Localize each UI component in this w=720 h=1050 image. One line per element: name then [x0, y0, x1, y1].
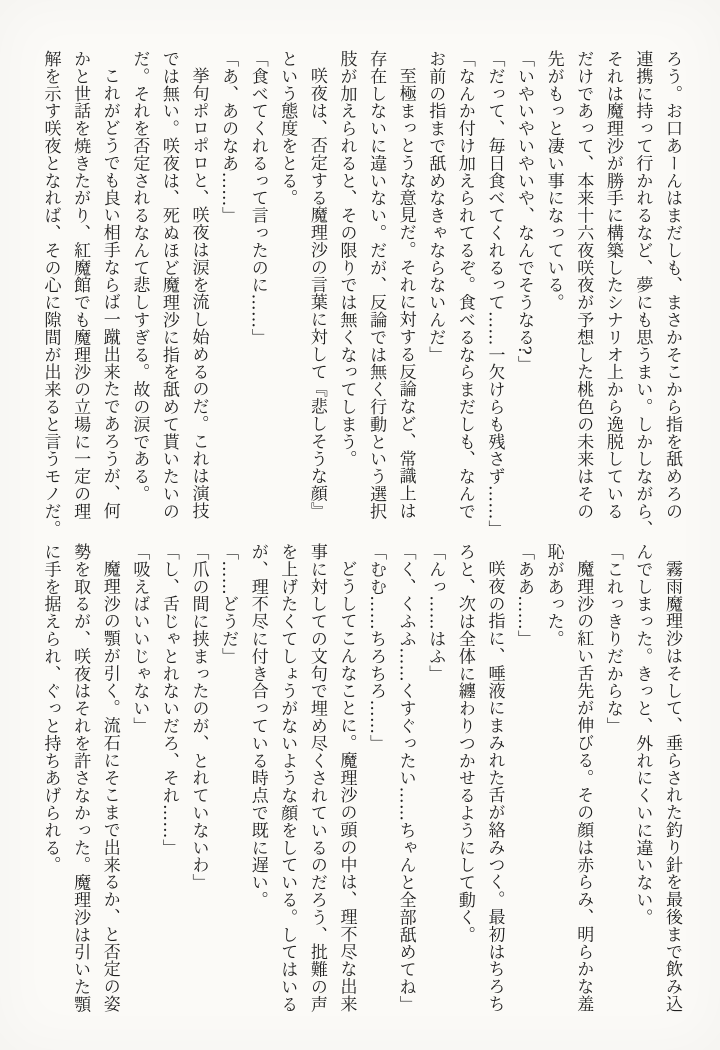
text-line: 「あ、あのなあ……」 [218, 50, 239, 224]
text-line: 「し、舌じゃとれないだろ、それ……」 [158, 543, 179, 857]
text-block-top [35, 50, 686, 538]
text-line: これがどうでも良い相手ならば一蹴出来たであろうが、何 [99, 67, 120, 520]
text-line: だ。それを否定されるなんて悲しすぎる。故の涙である。 [129, 50, 150, 503]
text-line: 事に対しての文句で埋め尽くされているのだろう、批難の声 [306, 543, 327, 1013]
text-line: それは魔理沙が勝手に構築したシナリオ上から逸脱している [602, 50, 623, 520]
text-line: かと世話を焼きたがり、紅魔館でも魔理沙の立場に一定の理 [70, 50, 91, 520]
text-line: では無い。咲夜は、死ぬほど魔理沙に指を舐めて貰いたいの [158, 50, 179, 520]
text-line: 「だって、毎日食べてくれるって……一欠けらも残さず……」 [484, 50, 505, 538]
text-line: 「んっ……はふ」 [425, 543, 446, 683]
text-line: 先がもっと凄い事になっている。 [543, 50, 564, 311]
text-block-bottom [35, 543, 686, 1017]
text-line: ろう。お口あーんはまだしも、まさかそこから指を舐めろの [662, 50, 682, 520]
text-line: 咲夜の指に、唾液にまみれた舌が絡みつく。最初はちろち [484, 560, 505, 1013]
text-line: 連携に持って行かれるなど、夢にも思うまい。しかしながら、 [632, 50, 653, 538]
text-line: 「爪の間に挟まったのが、とれていないわ」 [188, 543, 209, 891]
text-line: 存在しないに違いない。だが、反論では無く行動という選択 [366, 50, 387, 520]
text-line: 「ああ……」 [514, 543, 535, 648]
text-line: お前の指まで舐めなきゃならないんだ」 [425, 50, 446, 364]
text-line: 魔理沙の紅い舌先が伸びる。その顔は赤らみ、明らかな羞 [573, 560, 594, 1013]
text-line: 「吸えばいいじゃない」 [129, 543, 150, 735]
text-line: 「食べてくれるって言ったのに……」 [247, 50, 268, 346]
text-line: 解を示す咲夜となれば、その心に隙間が出来ると言うモノだ。 [40, 50, 61, 538]
text-line: に手を据えられ、ぐっと持ちあげられる。 [40, 543, 61, 874]
text-line: 「く、くふふ……くすぐったい……ちゃんと全部舐めてね」 [395, 543, 416, 1013]
text-line: を上げたくてしょうがないような顔をしている。してはいる [277, 543, 298, 1013]
text-line: 至極まっとうな意見だ。それに対する反論など、常識上は [395, 67, 416, 520]
text-line: 挙句ポロポロと、咲夜は涙を流し始めるのだ。これは演技 [188, 67, 209, 520]
text-line: 魔理沙の顎が引く。流石にそこまで出来るか、と否定の姿 [99, 560, 120, 1013]
text-line: 「いやいやいやいや、なんでそうなる?」 [514, 50, 535, 373]
text-line: だけであって、本来十六夜咲夜が予想した桃色の未来はその [573, 50, 594, 520]
text-line: 霧雨魔理沙はそして、垂らされた釣り針を最後まで飲み込 [662, 560, 682, 1013]
text-line: 「むむ……ちろちろ……」 [366, 543, 387, 752]
text-line: 「これっきりだからな」 [602, 543, 623, 735]
text-line: 勢を取るが、咲夜はそれを許さなかった。魔理沙は引いた顎 [70, 543, 91, 1013]
text-line: が、理不尽に付き合っている時点で既に遅い。 [247, 543, 268, 909]
text-line: 恥があった。 [543, 543, 564, 648]
text-line: という態度をとる。 [277, 50, 298, 207]
text-line: どうしてこんなことに。魔理沙の頭の中は、理不尽な出来 [336, 560, 357, 1013]
text-line: 咲夜は、否定する魔理沙の言葉に対して『悲しそうな顔』 [306, 67, 327, 520]
text-line: ろと、次は全体に纏わりつかせるようにして動く。 [454, 543, 475, 944]
text-line: 「……どうだ」 [218, 543, 239, 665]
text-line: 肢が加えられると、その限りでは無くなってしまう。 [336, 50, 357, 468]
text-line: 「なんか付け加えられてるぞ。食べるならまだしも、なんで [454, 50, 475, 520]
text-line: んでしまった。きっと、外れにくいに違いない。 [632, 543, 653, 926]
